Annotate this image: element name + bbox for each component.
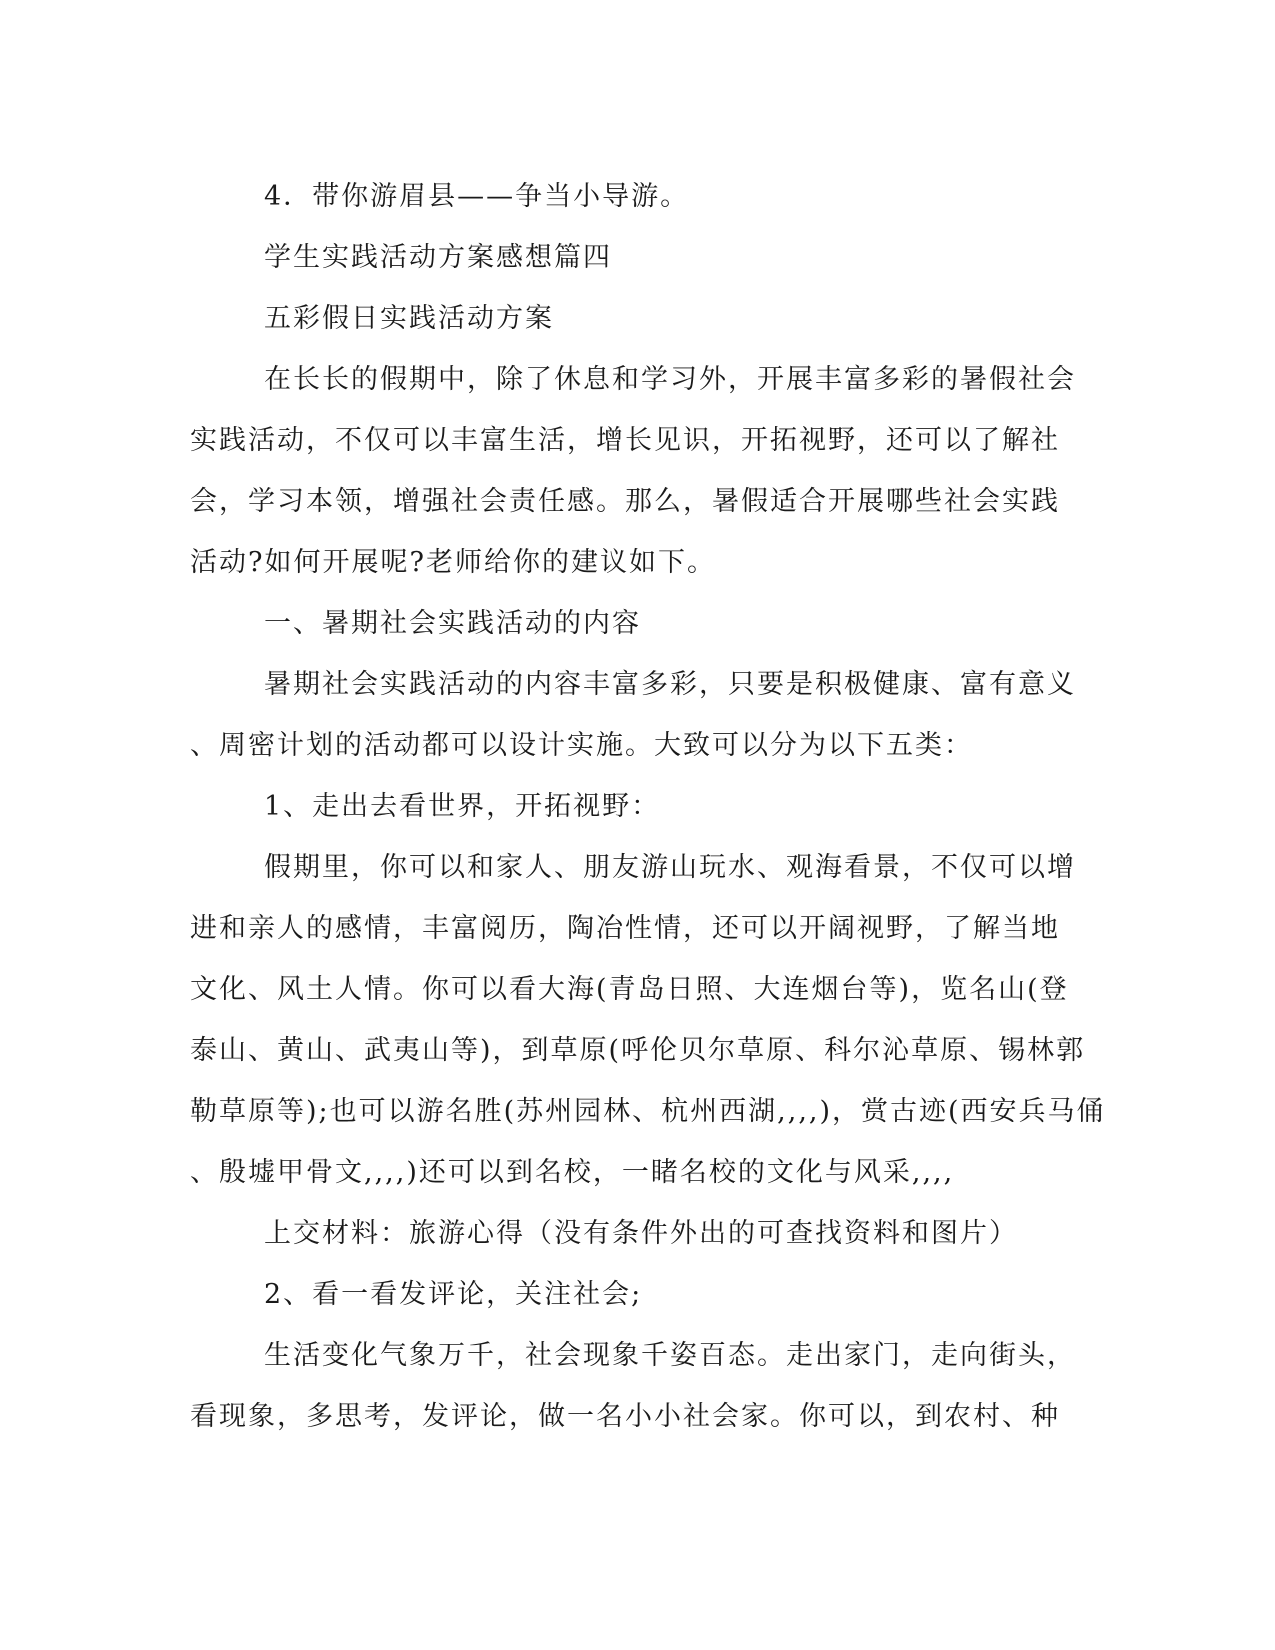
item-heading: 1、走出去看世界，开拓视野： [264, 791, 661, 822]
paragraph-line: 、殷墟甲骨文,,,,)还可以到名校，一睹名校的文化与风采,,,, [190, 1157, 955, 1188]
paragraph-line: 在长长的假期中，除了休息和学习外，开展丰富多彩的暑假社会 [264, 364, 1076, 395]
plan-title: 五彩假日实践活动方案 [264, 303, 554, 334]
paragraph-line: 假期里，你可以和家人、朋友游山玩水、观海看景，不仅可以增 [264, 852, 1076, 883]
paragraph-line: 泰山、黄山、武夷山等)，到草原(呼伦贝尔草原、科尔沁草原、锡林郭 [190, 1035, 1086, 1066]
paragraph-line: 暑期社会实践活动的内容丰富多彩，只要是积极健康、富有意义 [264, 669, 1076, 700]
list-item-4-heading: 4．带你游眉县——争当小导游。 [264, 181, 690, 212]
paragraph-line: 活动?如何开展呢?老师给你的建议如下。 [190, 547, 716, 578]
paragraph-line: 文化、风土人情。你可以看大海(青岛日照、大连烟台等)，览名山(登 [190, 974, 1069, 1005]
document-body [190, 166, 1106, 1447]
paragraph-line: 会，学习本领，增强社会责任感。那么，暑假适合开展哪些社会实践 [190, 486, 1060, 517]
paragraph-line: 实践活动，不仅可以丰富生活，增长见识，开拓视野，还可以了解社 [190, 425, 1060, 456]
item-heading: 2、看一看发评论，关注社会; [264, 1279, 643, 1310]
paragraph-line: 进和亲人的感情，丰富阅历，陶冶性情，还可以开阔视野，了解当地 [190, 913, 1060, 944]
paragraph-line: 、周密计划的活动都可以设计实施。大致可以分为以下五类： [190, 730, 973, 761]
submission-note: 上交材料：旅游心得（没有条件外出的可查找资料和图片） [264, 1218, 1018, 1249]
subsection-heading: 一、暑期社会实践活动的内容 [264, 608, 641, 639]
section-title: 学生实践活动方案感想篇四 [264, 242, 612, 273]
paragraph-line: 勒草原等);也可以游名胜(苏州园林、杭州西湖,,,,)，赏古迹(西安兵马俑 [190, 1096, 1106, 1127]
paragraph-line: 看现象，多思考，发评论，做一名小小社会家。你可以，到农村、种 [190, 1401, 1060, 1432]
paragraph-line: 生活变化气象万千，社会现象千姿百态。走出家门，走向街头， [264, 1340, 1076, 1371]
